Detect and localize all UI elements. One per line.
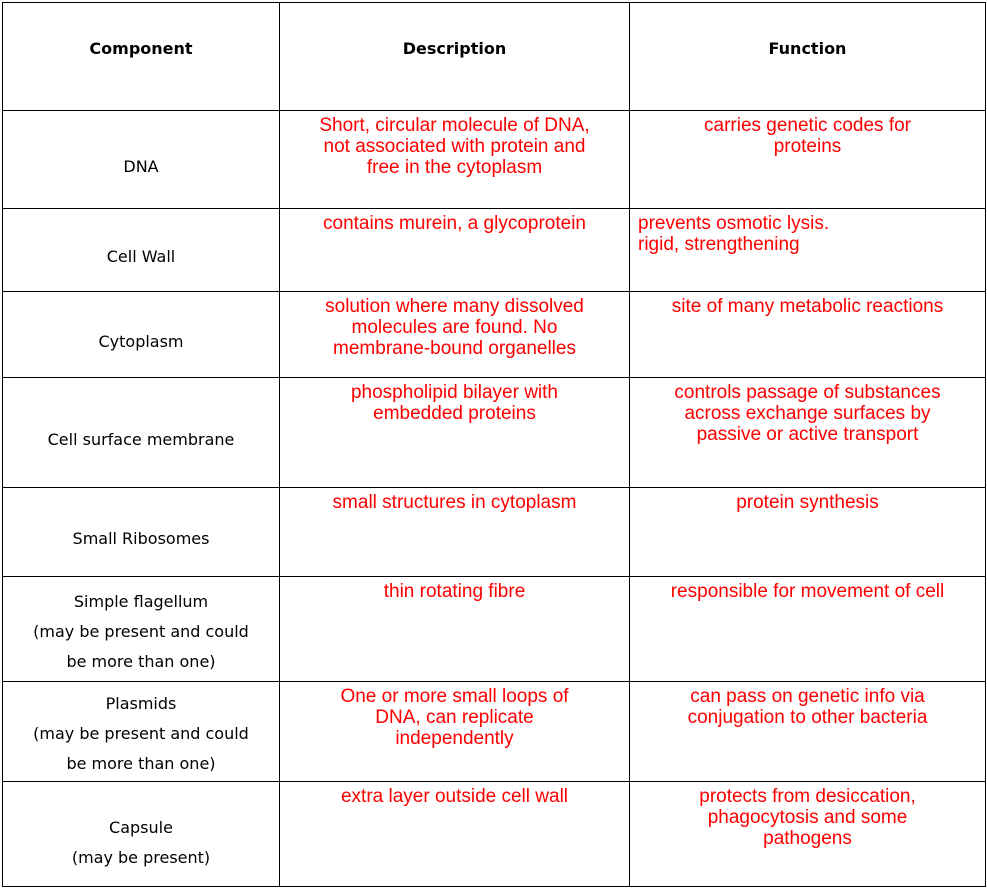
component-cell [3, 488, 280, 577]
function-cell [630, 782, 986, 887]
component-line: Cytoplasm [98, 331, 184, 351]
component-cell [3, 209, 280, 292]
bacterial-cell-components-table [2, 2, 986, 887]
component-line: (may be present and could [33, 622, 249, 641]
function-line: can pass on genetic info via [690, 686, 925, 707]
function-cell [630, 488, 986, 577]
component-line: (may be present) [71, 848, 211, 867]
header-function: Function [630, 3, 986, 111]
function-line: prevents osmotic lysis. [638, 213, 830, 234]
table-row [3, 577, 986, 682]
description-cell [280, 292, 630, 378]
component-cell [3, 577, 280, 682]
function-cell [630, 378, 986, 488]
component-cell [3, 111, 280, 209]
description-cell [280, 378, 630, 488]
function-line: pathogens [763, 828, 852, 849]
table-row [3, 782, 986, 887]
description-line: free in the cytoplasm [366, 157, 543, 178]
description-line: Short, circular molecule of DNA, [319, 115, 590, 136]
function-line: phagocytosis and some [707, 807, 908, 828]
table-row [3, 209, 986, 292]
description-line: molecules are found. No [351, 317, 558, 338]
component-cell [3, 292, 280, 378]
header-description: Description [280, 3, 630, 111]
function-cell [630, 111, 986, 209]
function-line: responsible for movement of cell [670, 581, 945, 602]
table-row [3, 111, 986, 209]
function-cell [630, 209, 986, 292]
component-cell [3, 682, 280, 782]
function-cell [630, 292, 986, 378]
description-line: not associated with protein and [323, 136, 586, 157]
header-component: Component [3, 3, 280, 111]
function-line: conjugation to other bacteria [687, 707, 928, 728]
component-line: Capsule [109, 818, 173, 837]
function-line: protein synthesis [736, 492, 879, 513]
component-line: (may be present and could [33, 723, 249, 743]
function-line: site of many metabolic reactions [671, 296, 944, 317]
header-row [3, 3, 986, 111]
description-line: solution where many dissolved [325, 296, 584, 317]
description-line: phospholipid bilayer with [350, 382, 558, 403]
table-row [3, 682, 986, 782]
component-line: Cell surface membrane [47, 429, 235, 449]
description-line: DNA, can replicate [375, 707, 534, 728]
function-line: proteins [773, 136, 842, 157]
description-line: membrane-bound organelles [333, 338, 576, 359]
component-line: be more than one) [66, 652, 216, 671]
component-line: Plasmids [105, 693, 177, 713]
table-row [3, 292, 986, 378]
function-line: passive or active transport [696, 424, 919, 445]
description-cell [280, 577, 630, 682]
description-line: contains murein, a glycoprotein [323, 213, 586, 234]
component-cell [3, 782, 280, 887]
component-line: Simple flagellum [73, 592, 209, 611]
function-cell [630, 577, 986, 682]
function-cell [630, 682, 986, 782]
description-line: independently [395, 728, 514, 749]
function-line: across exchange surfaces by [684, 403, 931, 424]
function-line: protects from desiccation, [699, 786, 916, 807]
description-cell [280, 209, 630, 292]
description-cell [280, 488, 630, 577]
function-line: controls passage of substances [674, 382, 941, 403]
description-cell [280, 682, 630, 782]
description-cell [280, 111, 630, 209]
table-row [3, 488, 986, 577]
description-line: small structures in cytoplasm [332, 492, 577, 513]
description-line: One or more small loops of [340, 686, 569, 707]
component-line: Small Ribosomes [72, 529, 210, 548]
description-line: embedded proteins [373, 403, 536, 424]
description-line: extra layer outside cell wall [340, 786, 569, 807]
table-row [3, 378, 986, 488]
component-line: be more than one) [66, 753, 216, 773]
description-line: thin rotating fibre [383, 581, 526, 602]
function-line: rigid, strengthening [638, 234, 800, 255]
function-line: carries genetic codes for [704, 115, 911, 136]
component-line: Cell Wall [106, 247, 176, 266]
component-cell [3, 378, 280, 488]
component-line: DNA [123, 156, 159, 176]
description-cell [280, 782, 630, 887]
